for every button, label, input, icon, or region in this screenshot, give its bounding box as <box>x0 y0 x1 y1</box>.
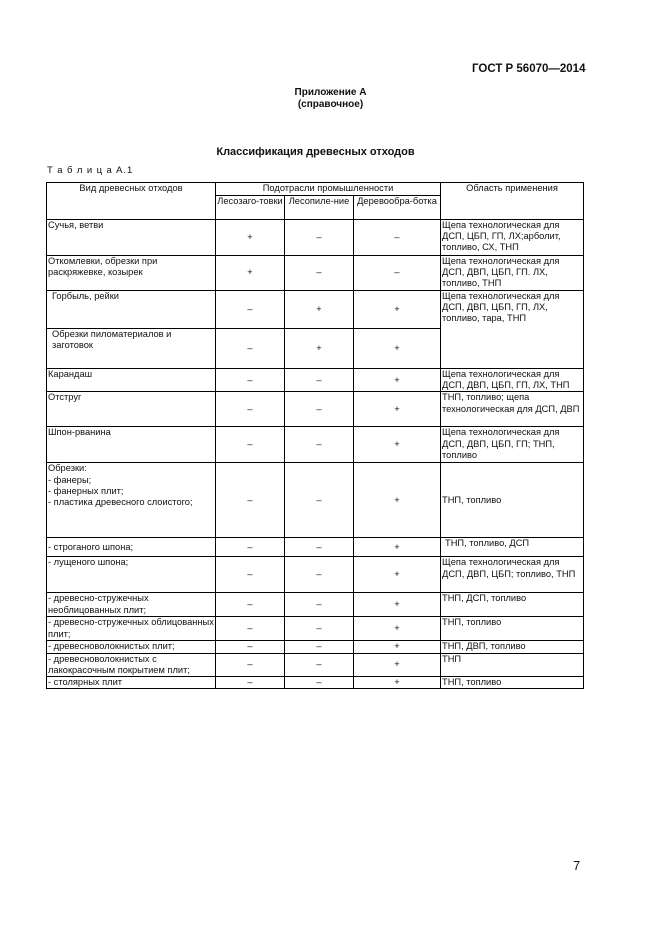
header-woodworking: Деревообра-ботка <box>354 196 441 220</box>
table-row <box>47 641 584 653</box>
cell-sawmilling: + <box>285 329 354 369</box>
cell-waste-type: Обрезки пиломатериалов и заготовок <box>47 329 216 369</box>
cell-waste-type: Карандаш <box>47 369 216 392</box>
cell-logging: – <box>216 369 285 392</box>
cell-waste-type: Откомлевки, обрезки при раскряжевке, козырек <box>47 256 216 291</box>
cell-waste-type: - древесно-стружечных облицованных плит; <box>47 617 216 641</box>
cell-logging: – <box>216 653 285 676</box>
cell-logging: + <box>216 220 285 256</box>
cell-logging: – <box>216 593 285 617</box>
cell-application: Щепа технологическая для ДСП, ДВП, ЦБП, ГП, ЛХ, ТНП <box>441 369 584 392</box>
cell-waste-type: Горбыль, рейки <box>47 291 216 329</box>
cell-application: ТНП, топливо <box>441 617 584 641</box>
cell-waste-type: Сучья, ветви <box>47 220 216 256</box>
cell-application: Щепа технологическая для ДСП, ДВП, ЦБП, ГП. ЛХ, топливо, ТНП <box>441 256 584 291</box>
table-row <box>47 392 584 427</box>
cell-waste-type: Отструг <box>47 392 216 427</box>
cell-sawmilling: – <box>285 538 354 557</box>
cell-waste-type: Шпон-рванина <box>47 427 216 463</box>
cell-sawmilling: – <box>285 653 354 676</box>
cell-sawmilling: – <box>285 369 354 392</box>
cell-sawmilling: – <box>285 392 354 427</box>
cell-waste-type: - строганого шпона; <box>47 538 216 557</box>
cell-sawmilling: – <box>285 617 354 641</box>
standard-number: ГОСТ Р 56070—2014 <box>472 63 586 75</box>
cell-logging: – <box>216 291 285 329</box>
cell-sawmilling: + <box>285 291 354 329</box>
cell-waste-type: - древесноволокнистых с лакокрасочным покрытием плит; <box>47 653 216 676</box>
cell-sawmilling: – <box>285 427 354 463</box>
table-row <box>47 220 584 256</box>
cell-application: ТНП, топливо; щепа технологическая для ДСП, ДВП <box>441 392 584 427</box>
header-industry-group: Подотрасли промышленности <box>216 183 441 196</box>
cell-logging: – <box>216 392 285 427</box>
cell-woodworking: + <box>354 653 441 676</box>
cell-logging: – <box>216 677 285 689</box>
cell-logging: + <box>216 256 285 291</box>
cell-woodworking: + <box>354 291 441 329</box>
cell-logging: – <box>216 641 285 653</box>
table-row <box>47 427 584 463</box>
cell-logging: – <box>216 329 285 369</box>
cell-application: Щепа технологическая для ДСП, ДВП, ЦБП, ГП, ЛХ, топливо, тара, ТНП <box>441 291 584 369</box>
cell-woodworking: + <box>354 617 441 641</box>
cell-woodworking: + <box>354 329 441 369</box>
header-logging: Лесозаго-товки <box>216 196 285 220</box>
cell-waste-type: - древесно-стружечных необлицованных плит; <box>47 593 216 617</box>
cell-sawmilling: – <box>285 677 354 689</box>
cell-sawmilling: – <box>285 220 354 256</box>
cell-woodworking: + <box>354 369 441 392</box>
table-row <box>47 463 584 538</box>
cell-woodworking: + <box>354 557 441 593</box>
cell-sawmilling: – <box>285 256 354 291</box>
cell-logging: – <box>216 557 285 593</box>
appendix-note: (справочное) <box>297 99 364 110</box>
cell-application: Щепа технологическая для ДСП, ЦБП, ГП, ЛХ;арболит, топливо, СХ, ТНП <box>441 220 584 256</box>
cell-logging: – <box>216 617 285 641</box>
cell-logging: – <box>216 538 285 557</box>
cell-waste-type: - лущеного шпона; <box>47 557 216 593</box>
cell-woodworking: – <box>354 220 441 256</box>
cell-woodworking: + <box>354 427 441 463</box>
table-row <box>47 256 584 291</box>
table-row <box>47 369 584 392</box>
cell-waste-type: - древесноволокнистых плит; <box>47 641 216 653</box>
table-row <box>47 677 584 689</box>
cell-application: Щепа технологическая для ДСП, ДВП, ЦБП, ГП; ТНП, топливо <box>441 427 584 463</box>
classification-table <box>46 182 584 689</box>
cell-application: ТНП, ДВП, топливо <box>441 641 584 653</box>
cell-waste-type: Обрезки: - фанеры; - фанерных плит; - пластика древесного слоистого; <box>47 463 216 538</box>
page-number: 7 <box>573 858 581 873</box>
cell-woodworking: + <box>354 641 441 653</box>
cell-application: ТНП, ДСП, топливо <box>441 593 584 617</box>
header-waste-type: Вид древесных отходов <box>47 183 216 220</box>
cell-application: ТНП, топливо, ДСП <box>441 538 584 557</box>
table-row <box>47 291 584 329</box>
cell-sawmilling: – <box>285 463 354 538</box>
cell-woodworking: + <box>354 538 441 557</box>
table-row <box>47 617 584 641</box>
cell-application: ТНП, топливо <box>441 677 584 689</box>
cell-application: Щепа технологическая для ДСП, ДВП, ЦБП; топливо, ТНП <box>441 557 584 593</box>
cell-logging: – <box>216 463 285 538</box>
cell-woodworking: + <box>354 593 441 617</box>
header-application: Область применения <box>441 183 584 220</box>
table-row <box>47 557 584 593</box>
cell-application: ТНП, топливо <box>441 463 584 538</box>
cell-woodworking: + <box>354 677 441 689</box>
cell-sawmilling: – <box>285 593 354 617</box>
cell-sawmilling: – <box>285 557 354 593</box>
document-title: Классификация древесных отходов <box>216 146 415 158</box>
cell-woodworking: – <box>354 256 441 291</box>
table-row <box>47 653 584 676</box>
cell-woodworking: + <box>354 392 441 427</box>
table-row <box>47 593 584 617</box>
cell-woodworking: + <box>354 463 441 538</box>
cell-sawmilling: – <box>285 641 354 653</box>
table-row <box>47 538 584 557</box>
cell-logging: – <box>216 427 285 463</box>
table-label: Т а б л и ц а А.1 <box>47 165 134 176</box>
cell-application: ТНП <box>441 653 584 676</box>
appendix-title: Приложение А <box>294 87 367 98</box>
header-sawmilling: Лесопиле-ние <box>285 196 354 220</box>
cell-waste-type: - столярных плит <box>47 677 216 689</box>
